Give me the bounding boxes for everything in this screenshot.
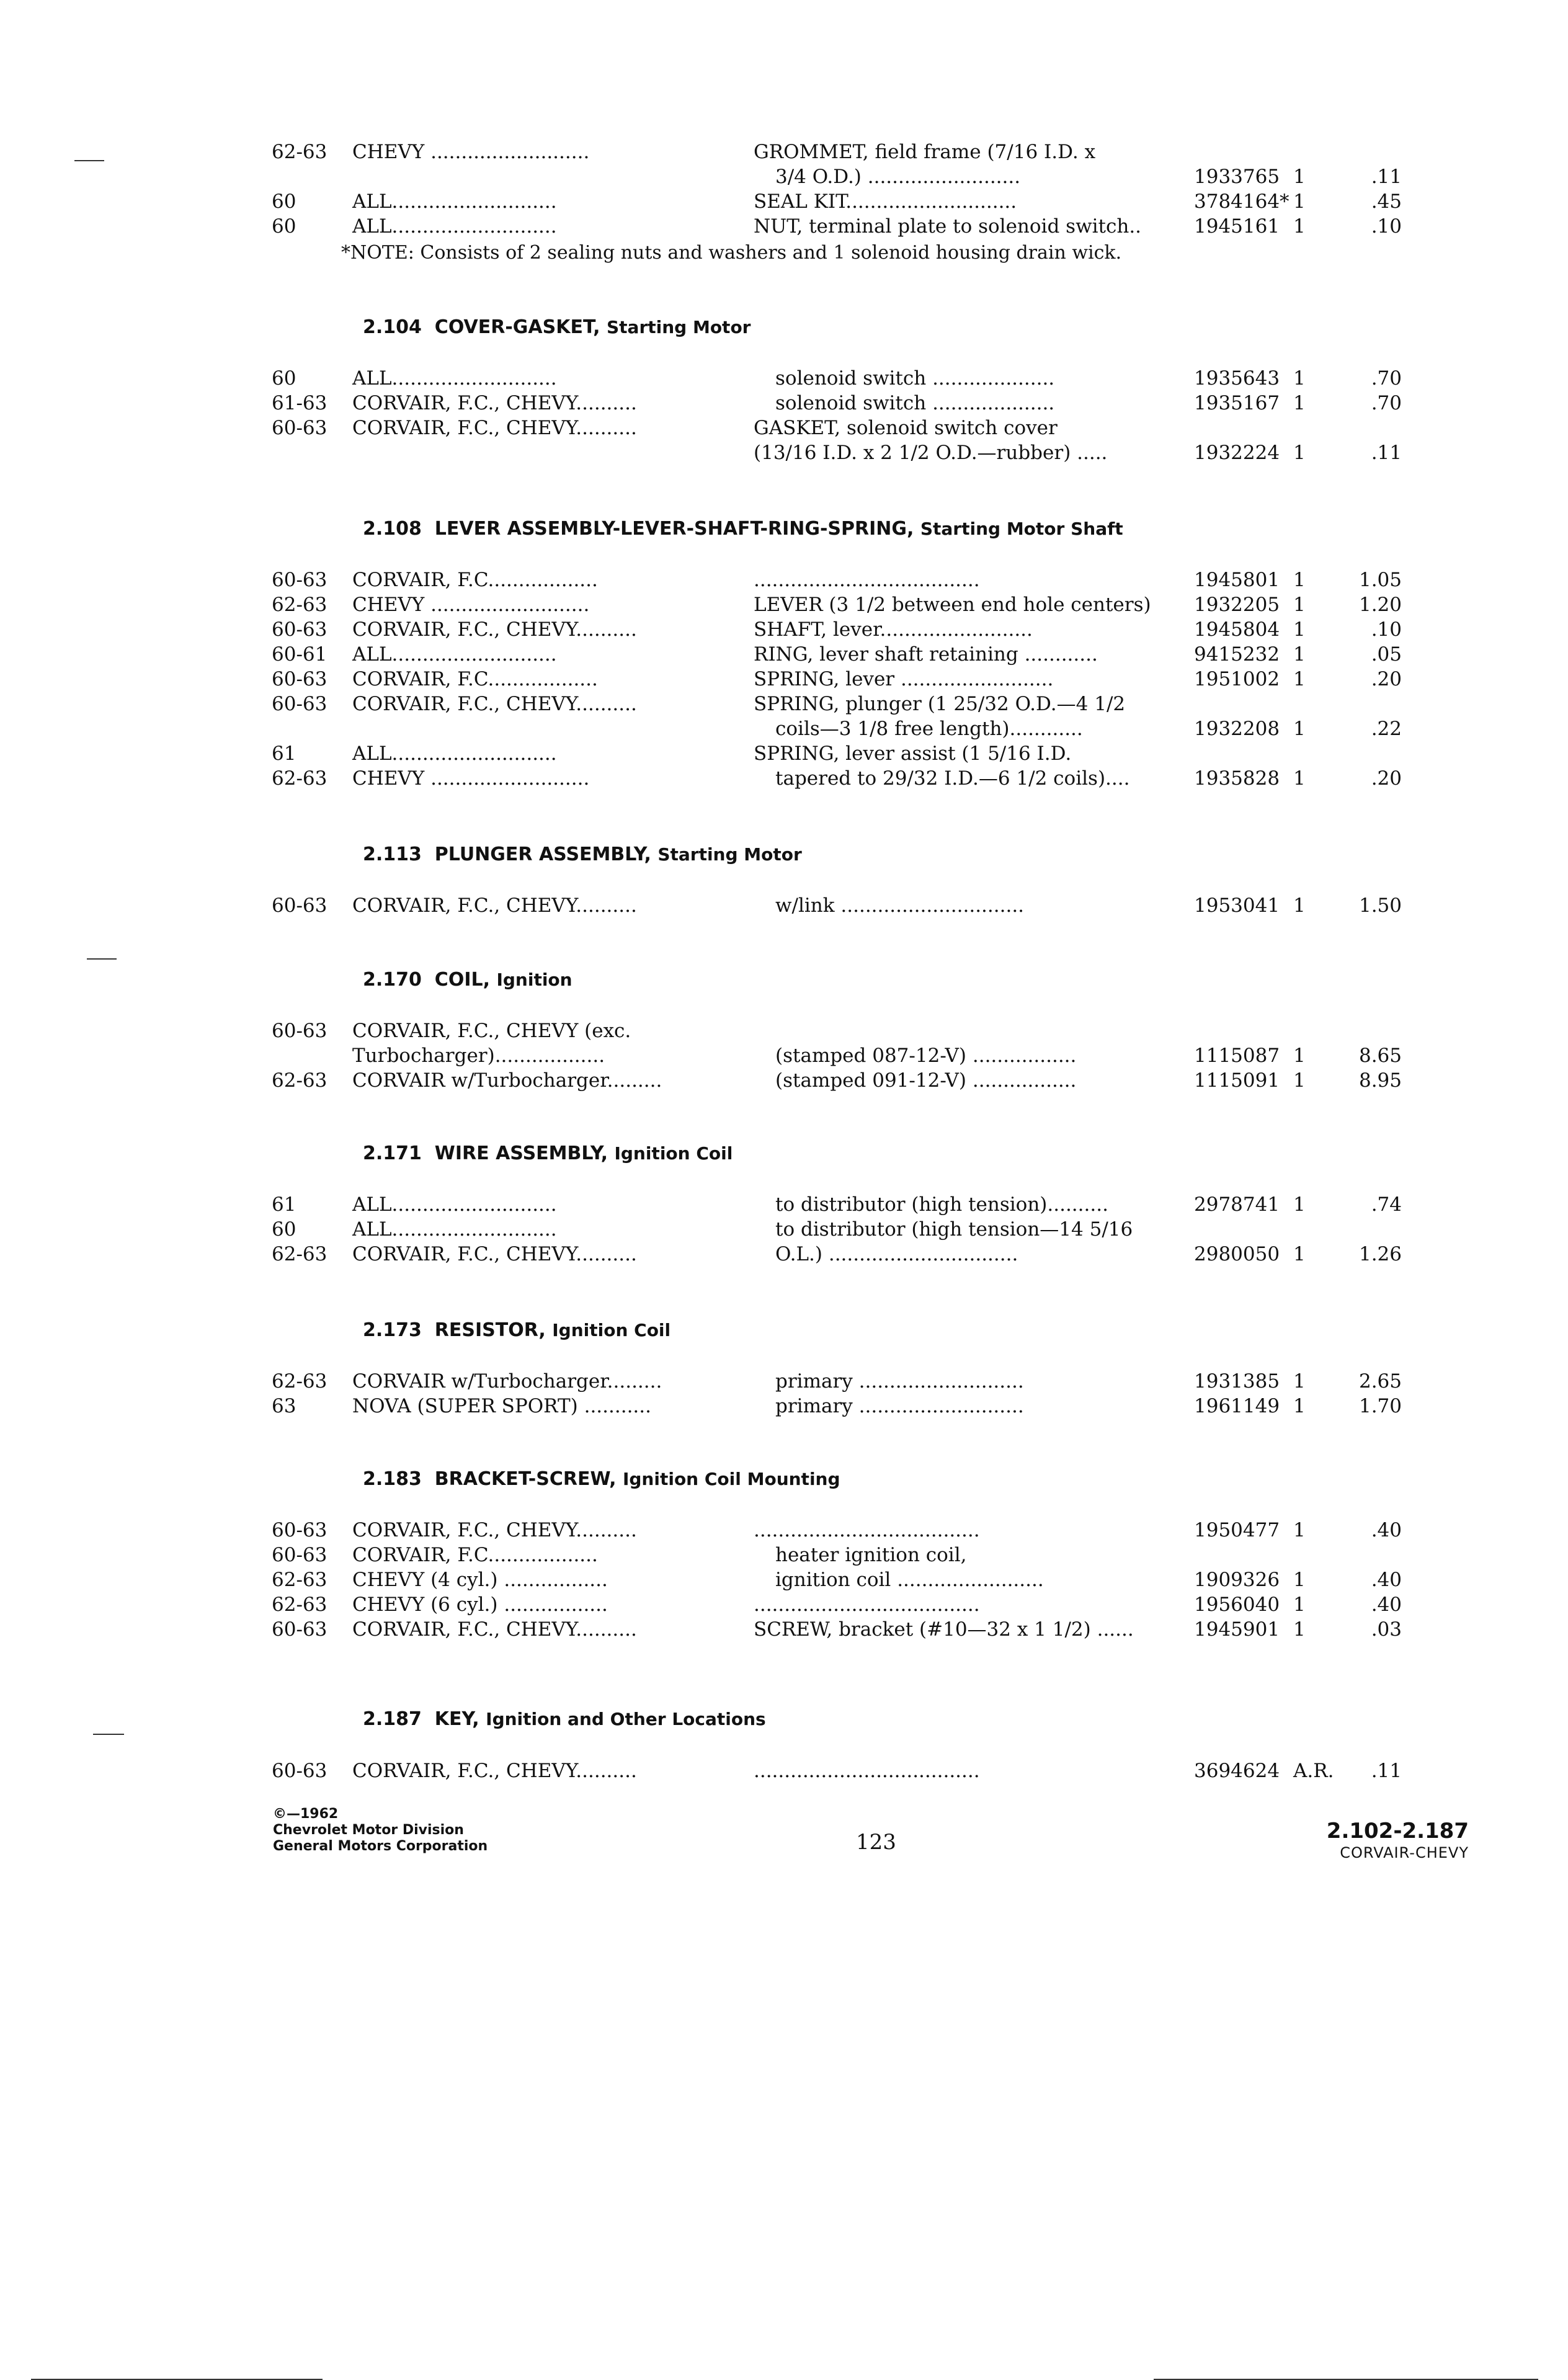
price-cell: [1343, 741, 1402, 766]
part-number-cell: 1932205: [1194, 594, 1280, 616]
quantity-cell: [1293, 1543, 1324, 1567]
table-row: [0, 716, 1568, 744]
application-cell: CHEVY (4 cyl.) .................: [352, 1569, 608, 1591]
price-cell: .40: [1371, 1519, 1402, 1541]
quantity-cell: [1293, 1217, 1324, 1242]
application-cell: ALL...........................: [352, 643, 557, 666]
section-subtitle: Ignition Coil: [614, 1143, 733, 1164]
quantity-cell: 1: [1293, 1593, 1306, 1616]
model-years-cell: 60-63: [272, 417, 327, 439]
description-cell: RING, lever shaft retaining ............: [754, 643, 1098, 666]
model-years-cell: 60-63: [272, 1618, 327, 1641]
quantity-cell: 1: [1293, 594, 1306, 616]
application-cell: CORVAIR, F.C., CHEVY..........: [352, 417, 637, 439]
model-years-cell: 62-63: [272, 141, 327, 163]
price-cell: .45: [1371, 190, 1402, 213]
application-cell: ALL...........................: [352, 367, 557, 390]
model-years-cell: 60-63: [272, 668, 327, 690]
section-title: COVER-GASKET,: [434, 316, 600, 338]
table-row: [0, 1758, 1568, 1786]
section-number: 2.187: [363, 1708, 422, 1730]
price-cell: .03: [1371, 1618, 1402, 1641]
quantity-cell: 1: [1293, 367, 1306, 390]
model-years-cell: 60-63: [272, 1519, 327, 1541]
table-row: [0, 416, 1568, 443]
application-cell: CHEVY ..........................: [352, 767, 590, 790]
description-cell: .....................................: [754, 569, 980, 591]
part-number-cell: 1935643: [1194, 367, 1280, 390]
section-title: PLUNGER ASSEMBLY,: [434, 844, 651, 865]
quantity-cell: 1: [1293, 166, 1306, 188]
model-years-cell: 60-63: [272, 894, 327, 917]
application-cell: CORVAIR, F.C., CHEVY..........: [352, 1243, 637, 1265]
quantity-cell: 1: [1293, 1069, 1306, 1092]
description-cell: GASKET, solenoid switch cover: [754, 417, 1058, 439]
section-number: 2.171: [363, 1143, 422, 1164]
model-years-cell: 62-63: [272, 1069, 327, 1092]
quantity-cell: 1: [1293, 668, 1306, 690]
quantity-cell: 1: [1293, 767, 1306, 790]
section-heading: [363, 1707, 766, 1734]
margin-mark: [87, 958, 117, 960]
model-years-cell: 60-63: [272, 1760, 327, 1782]
part-number-cell: 1935828: [1194, 767, 1280, 790]
description-cell: SPRING, lever .........................: [754, 668, 1054, 690]
description-cell: SCREW, bracket (#10—32 x 1 1/2) ......: [754, 1618, 1134, 1641]
section-title: BRACKET-SCREW,: [434, 1468, 617, 1490]
price-cell: .11: [1371, 442, 1402, 464]
application-cell: CHEVY ..........................: [352, 141, 590, 163]
section-heading: [363, 1141, 733, 1169]
page-number: 123: [856, 1830, 896, 1855]
application-cell: [352, 164, 719, 189]
description-cell: O.L.) ...............................: [775, 1243, 1018, 1265]
part-number-cell: 1956040: [1194, 1593, 1280, 1616]
table-row: [0, 692, 1568, 719]
price-cell: .70: [1371, 367, 1402, 390]
description-cell: coils—3 1/8 free length)............: [775, 718, 1083, 740]
application-cell: [352, 440, 719, 465]
application-cell: [352, 716, 719, 741]
quantity-cell: 1: [1293, 718, 1306, 740]
model-years-cell: [272, 440, 346, 465]
division-line: Chevrolet Motor Division: [273, 1822, 464, 1838]
table-row: [0, 1543, 1568, 1570]
table-row: [0, 1518, 1568, 1545]
part-number-cell: 1945161: [1194, 215, 1280, 238]
part-number-cell: 9415232: [1194, 643, 1280, 666]
section-code: 2.102-2.187: [1326, 1819, 1469, 1843]
model-years-cell: 60: [272, 367, 296, 390]
application-cell: CORVAIR, F.C., CHEVY..........: [352, 894, 637, 917]
section-subtitle: Starting Motor: [657, 844, 802, 865]
model-years-cell: 60-63: [272, 1544, 327, 1566]
part-number-cell: 1961149: [1194, 1395, 1280, 1417]
price-cell: .05: [1371, 643, 1402, 666]
footnote: *NOTE: Consists of 2 sealing nuts and washers and 1 solenoid housing drain wick.: [341, 242, 1122, 264]
application-cell: Turbocharger)..................: [352, 1045, 605, 1067]
table-row: [0, 1242, 1568, 1269]
table-row: [0, 164, 1568, 192]
quantity-cell: 1: [1293, 618, 1306, 641]
corporation-line: General Motors Corporation: [273, 1838, 488, 1854]
table-row: [0, 1617, 1568, 1644]
application-cell: CORVAIR w/Turbocharger.........: [352, 1370, 662, 1393]
price-cell: 8.65: [1358, 1045, 1402, 1067]
application-cell: CORVAIR, F.C..................: [352, 569, 598, 591]
price-cell: .10: [1371, 215, 1402, 238]
part-number-cell: [1194, 1018, 1299, 1043]
quantity-cell: 1: [1293, 190, 1306, 213]
quantity-cell: 1: [1293, 1370, 1306, 1393]
part-number-cell: 1953041: [1194, 894, 1280, 917]
table-row: [0, 741, 1568, 769]
model-years-cell: [272, 1043, 346, 1068]
description-cell: .....................................: [754, 1519, 980, 1541]
price-cell: 1.70: [1358, 1395, 1402, 1417]
section-heading: [363, 315, 751, 342]
description-cell: .....................................: [754, 1760, 980, 1782]
price-cell: .40: [1371, 1593, 1402, 1616]
description-cell: ignition coil ........................: [775, 1569, 1044, 1591]
description-cell: NUT, terminal plate to solenoid switch..: [754, 215, 1142, 238]
model-years-cell: 62-63: [272, 594, 327, 616]
table-row: [0, 617, 1568, 644]
part-number-cell: 1932224: [1194, 442, 1280, 464]
table-row: [0, 1068, 1568, 1095]
application-cell: NOVA (SUPER SPORT) ...........: [352, 1395, 651, 1417]
quantity-cell: 1: [1293, 643, 1306, 666]
application-cell: CORVAIR, F.C., CHEVY..........: [352, 1760, 637, 1782]
table-row: [0, 893, 1568, 920]
price-cell: .74: [1371, 1193, 1402, 1216]
description-cell: LEVER (3 1/2 between end hole centers): [754, 594, 1151, 616]
section-name: CORVAIR-CHEVY: [1340, 1844, 1469, 1861]
part-number-cell: [1194, 692, 1299, 716]
description-cell: SHAFT, lever.........................: [754, 618, 1033, 641]
application-cell: CORVAIR, F.C., CHEVY..........: [352, 618, 637, 641]
section-heading: [363, 842, 802, 870]
application-cell: ALL...........................: [352, 190, 557, 213]
price-cell: .10: [1371, 618, 1402, 641]
part-number-cell: [1194, 1217, 1299, 1242]
description-cell: primary ...........................: [775, 1395, 1024, 1417]
price-cell: 2.65: [1358, 1370, 1402, 1393]
description-cell: to distributor (high tension—14 5/16: [775, 1218, 1133, 1241]
table-row: [0, 440, 1568, 468]
application-cell: CORVAIR, F.C., CHEVY..........: [352, 693, 637, 715]
price-cell: 8.95: [1358, 1069, 1402, 1092]
price-cell: .20: [1371, 767, 1402, 790]
section-heading: [363, 517, 1123, 544]
table-row: [0, 592, 1568, 620]
section-heading: [363, 968, 572, 995]
footer-section-ref: [1327, 1819, 1469, 1862]
part-number-cell: 1945901: [1194, 1618, 1280, 1641]
model-years-cell: 60-63: [272, 1020, 327, 1042]
table-row: [0, 642, 1568, 669]
section-number: 2.113: [363, 844, 422, 865]
model-years-cell: 60: [272, 1218, 296, 1241]
part-number-cell: 1945801: [1194, 569, 1280, 591]
part-number-cell: 2978741: [1194, 1193, 1280, 1216]
quantity-cell: 1: [1293, 392, 1306, 414]
part-number-cell: 1909326: [1194, 1569, 1280, 1591]
price-cell: .40: [1371, 1569, 1402, 1591]
table-row: [0, 1192, 1568, 1219]
section-title: COIL,: [434, 969, 490, 991]
table-row: [0, 1018, 1568, 1046]
section-subtitle: Ignition: [496, 969, 572, 990]
price-cell: [1343, 140, 1402, 164]
price-cell: [1343, 416, 1402, 440]
price-cell: [1343, 1018, 1402, 1043]
table-row: [0, 214, 1568, 241]
model-years-cell: 60-63: [272, 618, 327, 641]
application-cell: ALL...........................: [352, 742, 557, 765]
model-years-cell: [272, 716, 346, 741]
table-row: [0, 1043, 1568, 1071]
table-row: [0, 189, 1568, 216]
section-subtitle: Ignition Coil: [552, 1320, 671, 1340]
description-cell: solenoid switch ....................: [775, 392, 1055, 414]
description-cell: GROMMET, field frame (7/16 I.D. x: [754, 141, 1096, 163]
part-number-cell: 1935167: [1194, 392, 1280, 414]
copyright-line: ©—1962: [273, 1806, 339, 1822]
section-title: LEVER ASSEMBLY-LEVER-SHAFT-RING-SPRING,: [434, 518, 914, 540]
description-cell: (13/16 I.D. x 2 1/2 O.D.—rubber) .....: [754, 442, 1108, 464]
section-number: 2.170: [363, 969, 422, 991]
application-cell: CHEVY ..........................: [352, 594, 590, 616]
quantity-cell: 1: [1293, 215, 1306, 238]
model-years-cell: 62-63: [272, 1243, 327, 1265]
section-number: 2.173: [363, 1319, 422, 1341]
part-number-cell: 1931385: [1194, 1370, 1280, 1393]
price-cell: .11: [1371, 1760, 1402, 1782]
part-number-cell: [1194, 741, 1299, 766]
model-years-cell: 61: [272, 1193, 296, 1216]
quantity-cell: [1293, 692, 1324, 716]
footer-publisher: [273, 1806, 488, 1855]
quantity-cell: A.R.: [1293, 1760, 1334, 1782]
section-title: RESISTOR,: [434, 1319, 546, 1341]
model-years-cell: 62-63: [272, 1593, 327, 1616]
application-cell: CORVAIR, F.C..................: [352, 668, 598, 690]
part-number-cell: 1933765: [1194, 166, 1280, 188]
part-number-cell: 2980050: [1194, 1243, 1280, 1265]
part-number-cell: 1932208: [1194, 718, 1280, 740]
table-row: [0, 1369, 1568, 1396]
quantity-cell: 1: [1293, 569, 1306, 591]
quantity-cell: 1: [1293, 1519, 1306, 1541]
application-cell: CHEVY (6 cyl.) .................: [352, 1593, 608, 1616]
description-cell: w/link ..............................: [775, 894, 1025, 917]
description-cell: SPRING, lever assist (1 5/16 I.D.: [754, 742, 1072, 765]
price-cell: [1343, 692, 1402, 716]
price-cell: .11: [1371, 166, 1402, 188]
model-years-cell: 60: [272, 215, 296, 238]
table-row: [0, 1394, 1568, 1421]
price-cell: 1.05: [1358, 569, 1402, 591]
table-row: [0, 1217, 1568, 1244]
application-cell: CORVAIR, F.C., CHEVY..........: [352, 1519, 637, 1541]
part-number-cell: 1950477: [1194, 1519, 1280, 1541]
section-subtitle: Ignition Coil Mounting: [622, 1469, 840, 1489]
price-cell: .70: [1371, 392, 1402, 414]
quantity-cell: [1293, 741, 1324, 766]
table-row: [0, 667, 1568, 694]
price-cell: [1343, 1543, 1402, 1567]
section-subtitle: Starting Motor: [607, 317, 751, 337]
description-cell: (stamped 091-12-V) .................: [775, 1069, 1077, 1092]
quantity-cell: 1: [1293, 894, 1306, 917]
part-number-cell: 3694624: [1194, 1760, 1280, 1782]
quantity-cell: 1: [1293, 1045, 1306, 1067]
table-row: [0, 766, 1568, 793]
model-years-cell: 63: [272, 1395, 296, 1417]
description-cell: SPRING, plunger (1 25/32 O.D.—4 1/2: [754, 693, 1126, 715]
quantity-cell: 1: [1293, 442, 1306, 464]
part-number-cell: 1115091: [1194, 1069, 1280, 1092]
section-number: 2.183: [363, 1468, 422, 1490]
application-cell: CORVAIR, F.C., CHEVY..........: [352, 1618, 637, 1641]
model-years-cell: 62-63: [272, 1569, 327, 1591]
price-cell: 1.20: [1358, 594, 1402, 616]
model-years-cell: 60: [272, 190, 296, 213]
model-years-cell: 61-63: [272, 392, 327, 414]
model-years-cell: 60-63: [272, 569, 327, 591]
description-cell: .....................................: [754, 1593, 980, 1616]
application-cell: CORVAIR w/Turbocharger.........: [352, 1069, 662, 1092]
quantity-cell: [1293, 1018, 1324, 1043]
description-cell: tapered to 29/32 I.D.—6 1/2 coils)....: [775, 767, 1130, 790]
section-heading: [363, 1467, 840, 1494]
description-cell: to distributor (high tension)..........: [775, 1193, 1108, 1216]
table-row: [0, 1567, 1568, 1595]
application-cell: CORVAIR, F.C., CHEVY..........: [352, 392, 637, 414]
description-cell: [754, 1018, 1178, 1043]
quantity-cell: 1: [1293, 1193, 1306, 1216]
quantity-cell: 1: [1293, 1395, 1306, 1417]
part-number-cell: [1194, 140, 1299, 164]
section-number: 2.104: [363, 316, 422, 338]
table-row: [0, 366, 1568, 393]
quantity-cell: [1293, 140, 1324, 164]
table-row: [0, 568, 1568, 595]
price-cell: [1343, 1217, 1402, 1242]
quantity-cell: [1293, 416, 1324, 440]
quantity-cell: 1: [1293, 1243, 1306, 1265]
section-subtitle: Starting Motor Shaft: [920, 519, 1123, 539]
price-cell: .22: [1371, 718, 1402, 740]
application-cell: ALL...........................: [352, 1193, 557, 1216]
price-cell: 1.26: [1358, 1243, 1402, 1265]
model-years-cell: [272, 164, 346, 189]
quantity-cell: 1: [1293, 1569, 1306, 1591]
description-cell: (stamped 087-12-V) .................: [775, 1045, 1077, 1067]
margin-mark: [93, 1734, 124, 1735]
section-title: WIRE ASSEMBLY,: [434, 1143, 608, 1164]
table-row: [0, 140, 1568, 167]
part-number-cell: 1951002: [1194, 668, 1280, 690]
quantity-cell: 1: [1293, 1618, 1306, 1641]
model-years-cell: 60-61: [272, 643, 327, 666]
section-subtitle: Ignition and Other Locations: [486, 1709, 766, 1729]
table-row: [0, 391, 1568, 418]
model-years-cell: 60-63: [272, 693, 327, 715]
description-cell: 3/4 O.D.) .........................: [775, 166, 1021, 188]
part-number-cell: 1945804: [1194, 618, 1280, 641]
section-number: 2.108: [363, 518, 422, 540]
application-cell: CORVAIR, F.C..................: [352, 1544, 598, 1566]
application-cell: ALL...........................: [352, 1218, 557, 1241]
part-number-cell: 1115087: [1194, 1045, 1280, 1067]
price-cell: 1.50: [1358, 894, 1402, 917]
model-years-cell: 61: [272, 742, 296, 765]
description-cell: heater ignition coil,: [775, 1544, 967, 1566]
section-title: KEY,: [434, 1708, 479, 1730]
price-cell: .20: [1371, 668, 1402, 690]
part-number-cell: [1194, 416, 1299, 440]
application-cell: CORVAIR, F.C., CHEVY (exc.: [352, 1020, 631, 1042]
description-cell: SEAL KIT............................: [754, 190, 1017, 213]
table-row: [0, 1592, 1568, 1620]
description-cell: solenoid switch ....................: [775, 367, 1055, 390]
part-number-cell: [1194, 1543, 1299, 1567]
application-cell: ALL...........................: [352, 215, 557, 238]
description-cell: primary ...........................: [775, 1370, 1024, 1393]
model-years-cell: 62-63: [272, 767, 327, 790]
model-years-cell: 62-63: [272, 1370, 327, 1393]
part-number-cell: 3784164*: [1194, 190, 1290, 213]
section-heading: [363, 1318, 670, 1345]
